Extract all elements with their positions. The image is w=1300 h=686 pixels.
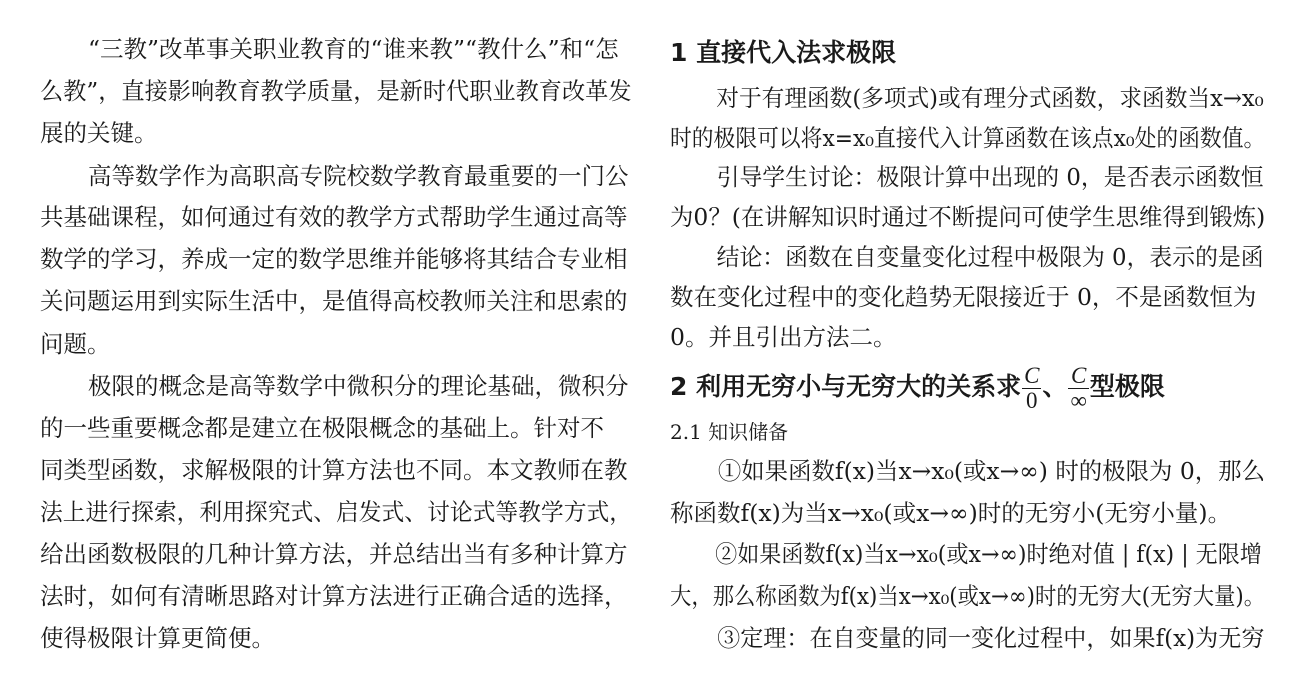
body-line: 使得极限计算更简便。 [40,624,275,652]
fraction-denominator: ∞ [1070,387,1087,413]
body-line: 的一些重要概念都是建立在极限概念的基础上。针对不 [40,414,604,442]
heading-text-suffix: 型极限 [1089,372,1165,401]
body-line: 法时，如何有清晰思路对计算方法进行正确合适的选择， [40,582,628,610]
body-line: 展的关键。 [40,119,158,147]
body-line: 数在变化过程中的变化趋势无限接近于 0，不是函数恒为 [670,283,1257,311]
body-line: 对于有理函数(多项式)或有理分式函数，求函数当x→x₀ [716,84,1264,112]
body-line: 给出函数极限的几种计算方法，并总结出当有多种计算方 [40,540,628,568]
body-line: 引导学生讨论：极限计算中出现的 0，是否表示函数恒 [716,163,1264,191]
fraction-numerator: C [1068,364,1088,389]
fraction-numerator: C [1024,362,1040,388]
body-line: “三教”改革事关职业教育的“谁来教”“教什么”和“怎 [88,35,619,63]
body-line: ③定理：在自变量的同一变化过程中，如果f(x)为无穷 [717,624,1265,652]
body-line: 同类型函数，求解极限的计算方法也不同。本文教师在教 [40,456,628,484]
body-line: 极限的概念是高等数学中微积分的理论基础，微积分 [88,372,629,400]
body-line: 0。并且引出方法二。 [670,323,897,351]
section-heading-2 [670,362,1265,413]
subsection-heading: 2.1 知识储备 [670,420,789,444]
body-line: ②如果函数f(x)当x→x₀(或x→∞)时绝对值 | f(x) | 无限增 [715,540,1262,568]
section-heading: 1 直接代入法求极限 [670,38,897,67]
body-line: 大，那么称函数为f(x)当x→x₀(或x→∞)时的无穷大(无穷大量)。 [670,582,1266,610]
fraction-c-over-zero [1022,364,1041,413]
fraction-denominator: 0 [1026,387,1038,413]
body-line: 问题。 [40,330,111,358]
body-line: 时的极限可以将x=x₀直接代入计算函数在该点x₀处的函数值。 [670,124,1266,152]
body-line: 么教”，直接影响教育教学质量，是新时代职业教育改革发 [40,77,632,105]
heading-text: 2 利用无穷小与无穷大的关系求 [670,372,1022,401]
body-line: 结论：函数在自变量变化过程中极限为 0，表示的是函 [716,243,1264,271]
heading-separator: 、 [1042,372,1068,401]
body-line: 共基础课程，如何通过有效的教学方式帮助学生通过高等 [40,203,628,231]
body-line: 高等数学作为高职高专院校数学教育最重要的一门公 [88,162,629,190]
body-line: 关问题运用到实际生活中，是值得高校教师关注和思索的 [40,287,628,315]
body-line: 法上进行探索，利用探究式、启发式、讨论式等教学方式， [40,498,632,526]
body-line: 为0？(在讲解知识时通过不断提问可使学生思维得到锻炼) [670,203,1266,231]
body-line: 数学的学习，养成一定的数学思维并能够将其结合专业相 [40,245,628,273]
fraction-c-over-infinity [1068,364,1088,413]
body-line: ①如果函数f(x)当x→x₀(或x→∞) 时的极限为 0，那么 [717,457,1266,485]
body-line: 称函数f(x)为当x→x₀(或x→∞)时的无穷小(无穷小量)。 [670,499,1232,527]
